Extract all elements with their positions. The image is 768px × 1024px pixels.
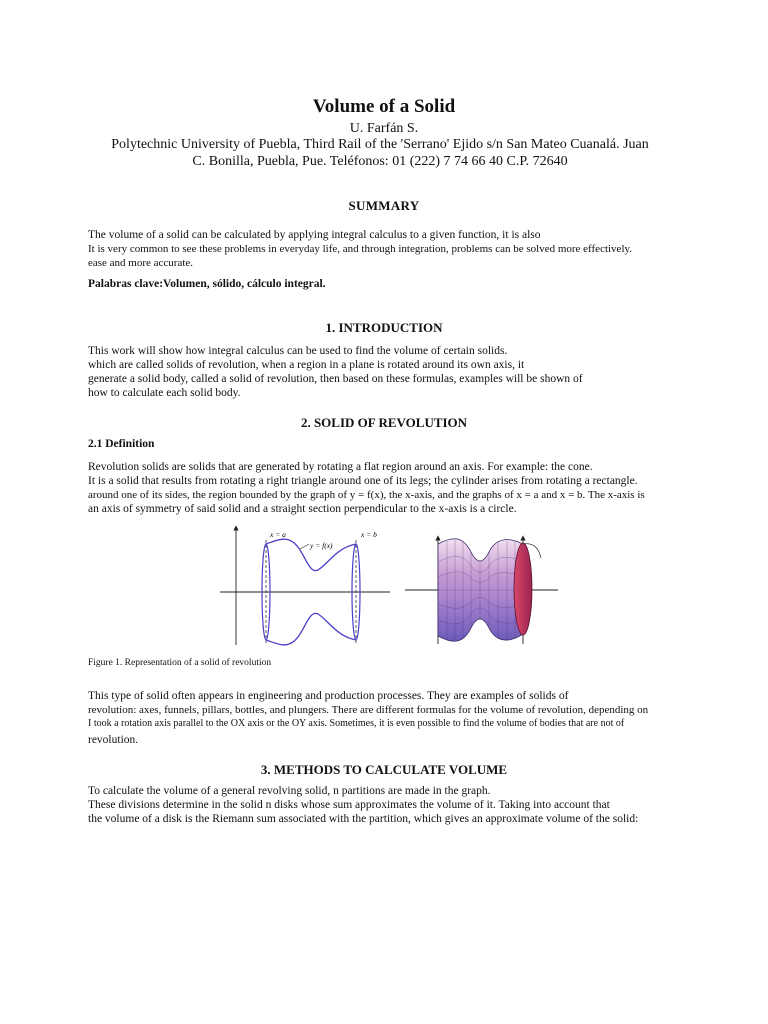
affiliation	[90, 136, 670, 170]
methods-line-2: These divisions determine in the solid n disks whose sum approximates the volume of it. Taking into account that	[88, 799, 610, 811]
affiliation-line-2: C. Bonilla, Puebla, Pue. Teléfonos: 01 (222) 7 74 66 40 C.P. 72640	[192, 154, 568, 169]
affiliation-line-1: Polytechnic University of Puebla, Third Rail of the 'Serrano' Ejido s/n San Mateo Cuanalá. Juan	[111, 137, 649, 152]
region-graph-diagram	[218, 522, 393, 647]
definition-line-1: Revolution solids are solids that are generated by rotating a flat region around an axis. For example: the cone.	[88, 461, 593, 473]
section-revolution-heading: 2. SOLID OF REVOLUTION	[300, 415, 468, 430]
definition-line-2: It is a solid that results from rotating a right triangle around one of its legs; the cylinder arises from rotating a rectangle.	[88, 475, 638, 487]
definition-line-4: an axis of symmetry of said solid and a straight section perpendicular to the x-axis is a circle.	[88, 503, 517, 515]
examples-line-3: I took a rotation axis parallel to the OX axis or the OY axis. Sometimes, it is even possible to find the volume of bodies that are not of	[88, 718, 625, 729]
summary-line-2: It is very common to see these problems in everyday life, and through integration, problems can be solved more effectively.	[88, 243, 633, 255]
curve-mirror	[266, 613, 356, 645]
summary-heading: SUMMARY	[348, 198, 420, 213]
definition-paragraph	[88, 460, 708, 516]
keywords: Palabras clave:Volumen, sólido, cálculo integral.	[88, 278, 326, 290]
summary-line-1: The volume of a solid can be calculated by applying integral calculus to a given function, it is also	[88, 229, 541, 241]
examples-line-4: revolution.	[88, 734, 139, 746]
label-y-equals-fx: y = f(x)	[310, 541, 333, 550]
author-name: U. Farfán S.	[349, 121, 419, 136]
intro-line-3: generate a solid body, called a solid of revolution, then based on these formulas, examples will be shown of	[88, 373, 583, 385]
solid-of-revolution-figure	[218, 522, 563, 647]
section-introduction-heading: 1. INTRODUCTION	[325, 320, 443, 335]
section-methods-heading: 3. METHODS TO CALCULATE VOLUME	[260, 762, 508, 777]
summary-line-3: ease and more accurate.	[88, 257, 194, 269]
examples-line-1: This type of solid often appears in engineering and production processes. They are examples of solids of	[88, 690, 569, 702]
summary-paragraph	[88, 228, 708, 270]
label-x-equals-a: x = a	[270, 530, 286, 539]
examples-line-2: revolution: axes, funnels, pillars, bottles, and plungers. There are different formulas for the volume of revolution, depending on	[88, 704, 649, 716]
introduction-paragraph	[88, 344, 708, 400]
revolution-examples-paragraph	[88, 689, 708, 747]
methods-line-1: To calculate the volume of a general revolving solid, n partitions are made in the graph.	[88, 785, 491, 797]
intro-line-1: This work will show how integral calculus can be used to find the volume of certain solids.	[88, 345, 508, 357]
figure-caption: Figure 1. Representation of a solid of revolution	[88, 658, 272, 668]
methods-line-3: the volume of a disk is the Riemann sum associated with the partition, which gives an approximate volume of the solid:	[88, 813, 639, 825]
intro-line-2: which are called solids of revolution, when a region in a plane is rotated around its own axis, it	[88, 359, 525, 371]
label-x-equals-b: x = b	[361, 530, 377, 539]
methods-paragraph	[88, 784, 708, 826]
3d-solid-diagram	[403, 522, 563, 647]
document-title: Volume of a Solid	[312, 96, 456, 117]
solid-end-cap	[514, 543, 532, 635]
definition-line-3: around one of its sides, the region bounded by the graph of y = f(x), the x-axis, and the graphs of x = a and x = b. The x-axis is	[88, 489, 645, 501]
subsection-definition-heading: 2.1 Definition	[88, 438, 155, 450]
intro-line-4: how to calculate each solid body.	[88, 387, 241, 399]
